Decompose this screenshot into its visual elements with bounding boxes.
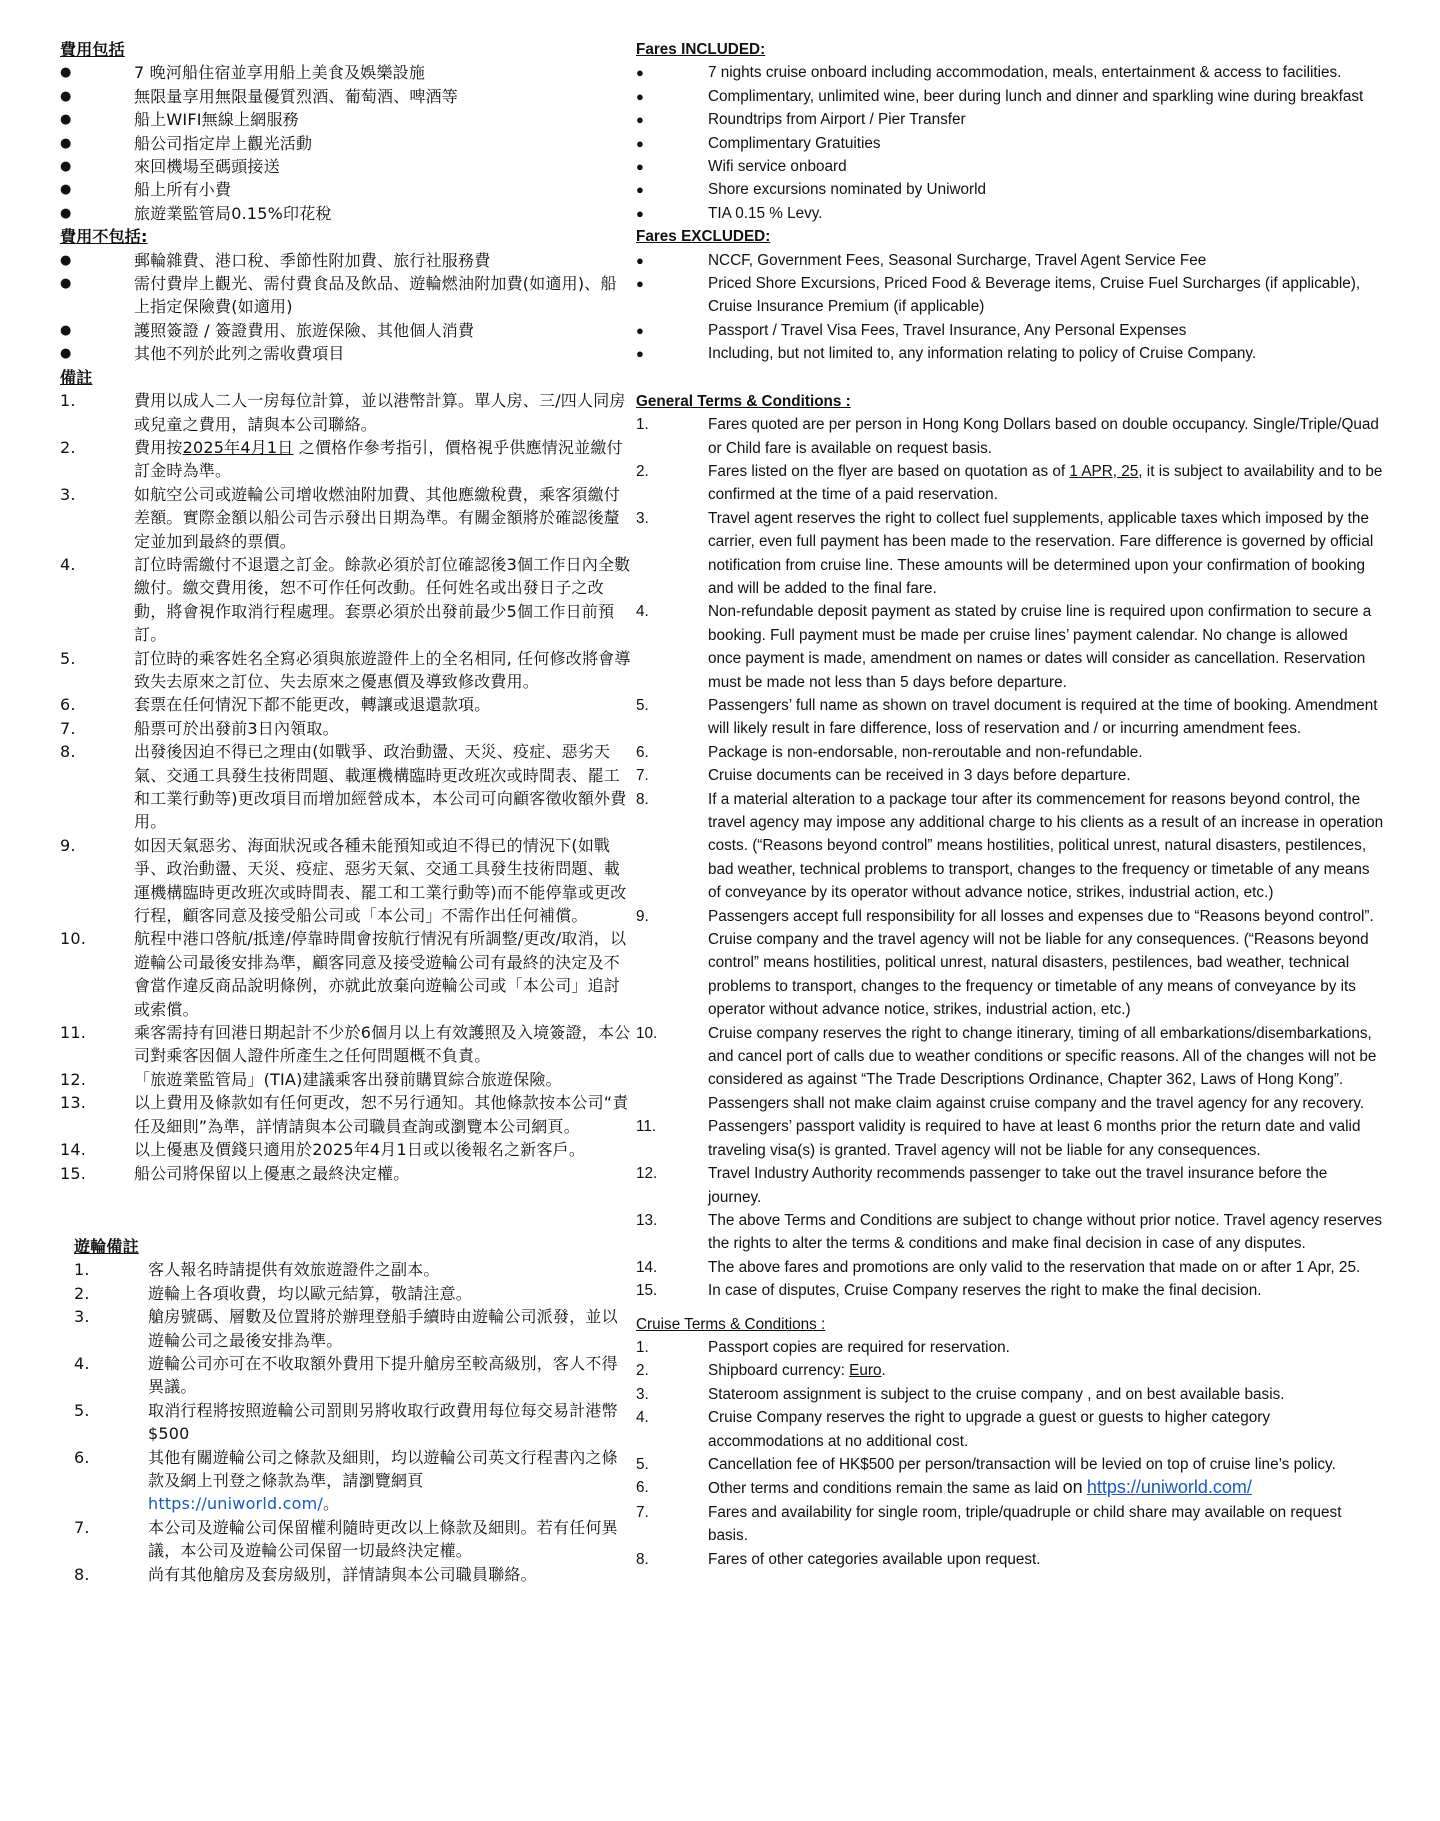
spacer bbox=[636, 366, 1384, 390]
bullet-icon: ● bbox=[636, 159, 644, 175]
list-item: 1. 費用以成人二人一房每位計算，並以港幣計算。單人房、三/四人同房或兒童之費用，請與本公司聯絡。 bbox=[60, 391, 626, 434]
bullet-icon: ● bbox=[60, 276, 72, 292]
excluded-section-en bbox=[636, 225, 1384, 365]
list-item: 15. 船公司將保留以上優惠之最終決定權。 bbox=[60, 1163, 410, 1183]
list-item: ● 無限量享用無限量優質烈酒、葡萄酒、啤酒等 bbox=[60, 85, 632, 108]
bullet-icon: ● bbox=[60, 65, 72, 81]
list-item: 14. The above fares and promotions are only valid to the reservation that made on or after 1 Apr, 25. bbox=[636, 1258, 1361, 1276]
list-item: 13. The above Terms and Conditions are subject to change without prior notice. Travel agency reserves the rights to alter the terms & conditions and make final decision in case of any disputes. bbox=[636, 1211, 1382, 1253]
bullet-icon: ● bbox=[60, 112, 72, 128]
list-item: ● 7 晚河船住宿並享用船上美食及娛樂設施 bbox=[60, 61, 632, 84]
list-item: 4. Cruise Company reserves the right to upgrade a guest or guests to higher category accommodations at no additional cost. bbox=[636, 1409, 1271, 1450]
cruise-terms-heading: Cruise Terms & Conditions : bbox=[636, 1315, 826, 1333]
list-item: ● Priced Shore Excursions, Priced Food & Beverage items, Cruise Fuel Surcharges (if applicable), Cruise Insurance Premium (if applicable) bbox=[636, 272, 1384, 319]
terms-english-column bbox=[636, 38, 1384, 1571]
date-underlined: 2025年4月1日 bbox=[182, 437, 294, 457]
excluded-heading-en: Fares EXCLUDED: bbox=[636, 228, 771, 246]
list-item: ● Wifi service onboard bbox=[636, 155, 1384, 178]
list-item: 2. 費用按2025年4月1日 之價格作參考指引，價格視乎供應情況並繳付訂金時為準。 bbox=[60, 437, 623, 481]
list-item: 11. Passengers’ passport validity is required to have at least 6 months prior the return date and valid traveling visa(s) is granted. Travel agency will not be liable for any consequences. bbox=[636, 1118, 1361, 1159]
list-item: ● 來回機場至碼頭接送 bbox=[60, 155, 632, 178]
included-heading-en: Fares INCLUDED: bbox=[636, 41, 766, 58]
cruise-remarks-section-zh bbox=[74, 1235, 632, 1586]
spacer bbox=[60, 1185, 632, 1235]
list-item: ● 需付費岸上觀光、需付費食品及飲品、遊輪燃油附加費(如適用)、船上指定保險費(如適用) bbox=[60, 272, 632, 319]
list-item: ● 其他不列於此列之需收費項目 bbox=[60, 342, 632, 365]
list-item: ● TIA 0.15 % Levy. bbox=[636, 202, 1384, 225]
general-terms-section bbox=[636, 390, 1384, 1303]
remarks-section-zh bbox=[60, 366, 632, 1185]
list-item: 8. 出發後因迫不得已之理由(如戰爭、政治動盪、天災、疫症、惡劣天氣、交通工具發生技術問題、載運機構臨時更改班次或時間表、罷工和工業行動等)更改項目而增加經營成本，本公司可向顧客徵收額外費用。 bbox=[60, 742, 627, 832]
list-item: ● Including, but not limited to, any information relating to policy of Cruise Company. bbox=[636, 342, 1384, 365]
list-item: 6. Package is non-endorsable, non-reroutable and non-refundable. bbox=[636, 743, 1143, 761]
list-item: ● 郵輪雜費、港口稅、季節性附加費、旅行社服務費 bbox=[60, 249, 632, 272]
list-item: 5. Passengers’ full name as shown on travel document is required at the time of booking. Amendment will likely result in fare difference, loss of reservation and / or incurring amendment fees. bbox=[636, 696, 1378, 738]
remarks-heading-zh: 備註 bbox=[60, 367, 93, 387]
list-item: ● 護照簽證 / 簽證費用、旅遊保險、其他個人消費 bbox=[60, 319, 632, 342]
bullet-icon: ● bbox=[636, 322, 644, 338]
list-item: ● 船上所有小費 bbox=[60, 178, 632, 201]
uniworld-link[interactable]: https://uniworld.com/ bbox=[1086, 1477, 1252, 1498]
list-item: 4. 訂位時需繳付不退還之訂金。餘款必須於訂位確認後3個工作日內全數繳付。繳交費用後，恕不可作任何改動。任何姓名或出發日子之改動，將會視作取消行程處理。套票必須於出發前最少5個工作日前預訂。 bbox=[60, 554, 631, 645]
list-item: 9. Passengers accept full responsibility for all losses and expenses due to “Reasons beyond control”. Cruise company and the travel agency will not be liable for any consequences. (“Reasons beyond control” means hostilities, political unrest, natural disasters, pestilences, bad weather, technical problems to transport, changes to the frequency or timetable of any means of conveyance by its operator without advance notice, strikes, industrial action, etc.) bbox=[636, 907, 1374, 1019]
bullet-icon: ● bbox=[636, 252, 644, 268]
date-underlined: 1 APR, 25 bbox=[1069, 462, 1139, 480]
excluded-heading-zh: 費用不包括: bbox=[60, 227, 148, 247]
excluded-section-zh bbox=[60, 225, 632, 365]
list-item: 1. Fares quoted are per person in Hong Kong Dollars based on double occupancy. Single/Triple/Quad or Child fare is available on request basis. bbox=[636, 416, 1379, 457]
bullet-icon: ● bbox=[60, 182, 72, 198]
list-item: 1. 客人報名時請提供有效旅遊證件之副本。 bbox=[74, 1260, 440, 1280]
list-item: ● Shore excursions nominated by Uniworld bbox=[636, 178, 1384, 201]
list-item: ● Roundtrips from Airport / Pier Transfer bbox=[636, 108, 1384, 131]
list-item: 4. Non-refundable deposit payment as stated by cruise line is required upon confirmation to secure a booking. Full payment must be made per cruise lines’ payment calendar. No change is allowed once payment is made, amendment on names or dates will consider as cancellation. Reservation must be made not less than 5 days before departure. bbox=[636, 603, 1372, 691]
list-item: ● 旅遊業監管局0.15%印花稅 bbox=[60, 202, 632, 225]
bullet-icon: ● bbox=[636, 346, 644, 362]
list-item: 6. 套票在任何情況下都不能更改，轉讓或退還款項。 bbox=[60, 695, 491, 715]
terms-chinese-column bbox=[60, 38, 632, 1586]
list-item: 4. 遊輪公司亦可在不收取額外費用下提升艙房至較高級別，客人不得異議。 bbox=[74, 1353, 618, 1397]
included-heading-zh: 費用包括 bbox=[60, 40, 125, 59]
bullet-icon: ● bbox=[636, 65, 644, 81]
list-item: 5. 訂位時的乘客姓名全寫必須與旅遊證件上的全名相同, 任何修改將會導致失去原來之訂位、失去原來之優惠價及導致修改費用。 bbox=[60, 648, 631, 691]
list-item: 10. Cruise company reserves the right to change itinerary, timing of all embarkations/disembarkations, and cancel port of calls due to weather conditions or specific reasons. All of the changes will not be considered as against “The Trade Descriptions Ordinance, Chapter 362, Laws of Hong Kong”. Passengers shall not make claim against cruise company and the travel agency for any recovery. bbox=[636, 1024, 1377, 1112]
list-item: ● 船上WIFI無線上網服務 bbox=[60, 108, 632, 131]
list-item: 9. 如因天氣惡劣、海面狀況或各種未能預知或迫不得已的情況下(如戰爭、政治動盪、天災、疫症、惡劣天氣、交通工具發生技術問題、載運機構臨時更改班次或時間表、罷工和工業行動等)而不能停靠或更改行程，顧客同意及接受船公司或「本公司」不需作出任何補償。 bbox=[60, 835, 627, 926]
bullet-icon: ● bbox=[60, 346, 72, 362]
list-item: 7. Fares and availability for single room, triple/quadruple or child share may available on request basis. bbox=[636, 1503, 1342, 1545]
list-item: 12. Travel Industry Authority recommends passenger to take out the travel insurance before the journey. bbox=[636, 1165, 1328, 1206]
general-terms-heading: General Terms & Conditions : bbox=[636, 392, 851, 410]
bullet-icon: ● bbox=[60, 322, 72, 338]
list-item: ● NCCF, Government Fees, Seasonal Surcharge, Travel Agent Service Fee bbox=[636, 249, 1384, 272]
included-section-en bbox=[636, 38, 1384, 225]
list-item: 3. Stateroom assignment is subject to the cruise company , and on best available basis. bbox=[636, 1385, 1285, 1403]
list-item: 3. 艙房號碼、層數及位置將於辦理登船手續時由遊輪公司派發，並以遊輪公司之最後安排為準。 bbox=[74, 1307, 618, 1350]
list-item: 13. 以上費用及條款如有任何更改，恕不另行通知。其他條款按本公司“責任及細則”為準，詳情請與本公司職員查詢或瀏覽本公司網頁。 bbox=[60, 1093, 629, 1136]
list-item: 8. If a material alteration to a package tour after its commencement for reasons beyond control, the travel agency may impose any additional charge to his clients as a result of an increase in operation costs. (“Reasons beyond control” means hostilities, political unrest, natural disasters, pestilences, bad weather, technical problems to transport, changes to the frequency or timetable of any means of conveyance by its operator without advance notice, strikes, industrial action, etc.) bbox=[636, 790, 1384, 902]
included-section-zh bbox=[60, 38, 632, 225]
bullet-icon: ● bbox=[636, 88, 644, 104]
list-item: 7. 本公司及遊輪公司保留權利隨時更改以上條款及細則。若有任何異議，本公司及遊輪公司保留一切最終決定權。 bbox=[74, 1517, 618, 1561]
list-item: 12. 「旅遊業監管局」(TIA)建議乘客出發前購買綜合旅遊保險。 bbox=[60, 1069, 562, 1089]
bullet-icon: ● bbox=[636, 135, 644, 151]
list-item: ● Passport / Travel Visa Fees, Travel Insurance, Any Personal Expenses bbox=[636, 319, 1384, 342]
list-item: 3. 如航空公司或遊輪公司增收燃油附加費、其他應繳稅費，乘客須繳付差額。實際金額以船公司告示發出日期為準。有關金額將於確認後釐定並加到最終的票價。 bbox=[60, 484, 621, 551]
bullet-icon: ● bbox=[636, 182, 644, 198]
list-item: 2. Fares listed on the flyer are based on quotation as of 1 APR, 25, it is subject to availability and to be confirmed at the time of a paid reservation. bbox=[636, 462, 1383, 504]
list-item: 2. 遊輪上各項收費，均以歐元結算，敬請注意。 bbox=[74, 1283, 473, 1303]
list-item: 1. Passport copies are required for reservation. bbox=[636, 1338, 1010, 1356]
list-item: ● Complimentary Gratuities bbox=[636, 132, 1384, 155]
bullet-icon: ● bbox=[60, 205, 72, 221]
bullet-icon: ● bbox=[60, 159, 72, 175]
list-item: 5. 取消行程將按照遊輪公司罰則另將收取行政費用每位每交易計港幣$500 bbox=[74, 1400, 618, 1444]
bullet-icon: ● bbox=[60, 135, 72, 151]
list-item: 14. 以上優惠及價錢只適用於2025年4月1日或以後報名之新客戶。 bbox=[60, 1140, 586, 1160]
currency-underlined: Euro bbox=[849, 1362, 882, 1380]
list-item: ● 7 nights cruise onboard including accommodation, meals, entertainment & access to facilities. bbox=[636, 61, 1384, 84]
bullet-icon: ● bbox=[636, 276, 644, 292]
bullet-icon: ● bbox=[636, 205, 644, 221]
list-item: 10. 航程中港口啓航/抵達/停靠時間會按航行情況有所調整/更改/取消，以遊輪公司最後安排為準，顧客同意及接受遊輪公司有最終的決定及不會當作違反商品說明條例，亦就此放棄向遊輪公司或「本公司」追討或索償。 bbox=[60, 929, 627, 1019]
list-item: ● 船公司指定岸上觀光活動 bbox=[60, 132, 632, 155]
list-item: 7. Cruise documents can be received in 3 days before departure. bbox=[636, 767, 1131, 785]
list-item: 11. 乘客需持有回港日期起計不少於6個月以上有效護照及入境簽證，本公司對乘客因個人證件所產生之任何問題概不負責。 bbox=[60, 1023, 631, 1066]
cruise-remarks-heading-zh: 遊輪備註 bbox=[74, 1236, 139, 1256]
bullet-icon: ● bbox=[636, 112, 644, 128]
uniworld-link[interactable]: https://uniworld.com/ bbox=[148, 1494, 323, 1514]
list-item: 7. 船票可於出發前3日內領取。 bbox=[60, 718, 339, 738]
list-item: 6. 其他有關遊輪公司之條款及細則，均以遊輪公司英文行程書內之條款及網上刊登之條款為準，請瀏覽網頁 https://uniworld.com/。 bbox=[74, 1447, 618, 1514]
cruise-terms-section bbox=[636, 1313, 1384, 1571]
list-item: 8. 尚有其他艙房及套房級別，詳情請與本公司職員聯絡。 bbox=[74, 1564, 537, 1584]
bullet-icon: ● bbox=[60, 88, 72, 104]
bullet-icon: ● bbox=[60, 252, 72, 268]
list-item: 8. Fares of other categories available upon request. bbox=[636, 1550, 1041, 1568]
list-item: ● Complimentary, unlimited wine, beer during lunch and dinner and sparkling wine during breakfast bbox=[636, 85, 1384, 108]
list-item: 6. Other terms and conditions remain the same as laid on https://uniworld.com/ bbox=[636, 1477, 1252, 1498]
list-item: 15. In case of disputes, Cruise Company reserves the right to make the final decision. bbox=[636, 1282, 1262, 1300]
list-item: 2. Shipboard currency: Euro. bbox=[636, 1362, 886, 1380]
list-item: 3. Travel agent reserves the right to collect fuel supplements, applicable taxes which imposed by the carrier, even full payment has been made to the reservation. Fare difference is governed by official notification from cruise line. These amounts will be determined upon your confirmation of booking and will be added to the final fare. bbox=[636, 509, 1374, 597]
list-item: 5. Cancellation fee of HK$500 per person/transaction will be levied on top of cruise line’s policy. bbox=[636, 1455, 1336, 1473]
